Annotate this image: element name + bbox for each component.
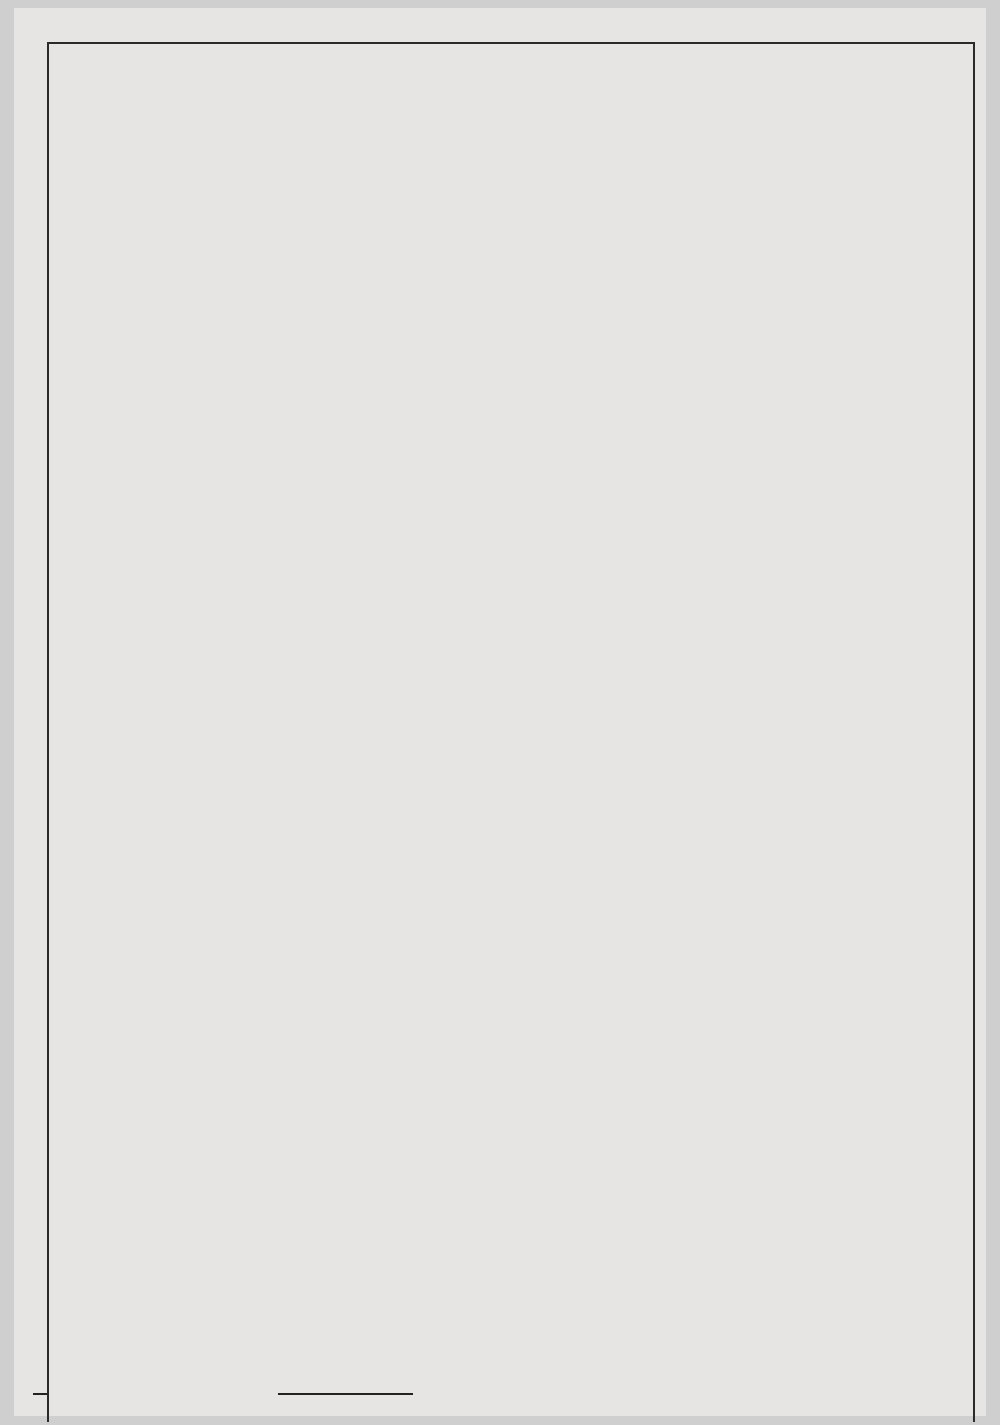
footer bbox=[33, 1361, 961, 1421]
ad-border bbox=[47, 42, 975, 1422]
footer-rule bbox=[33, 1393, 47, 1395]
newspaper-page bbox=[14, 8, 986, 1416]
footer-rule bbox=[278, 1393, 413, 1395]
